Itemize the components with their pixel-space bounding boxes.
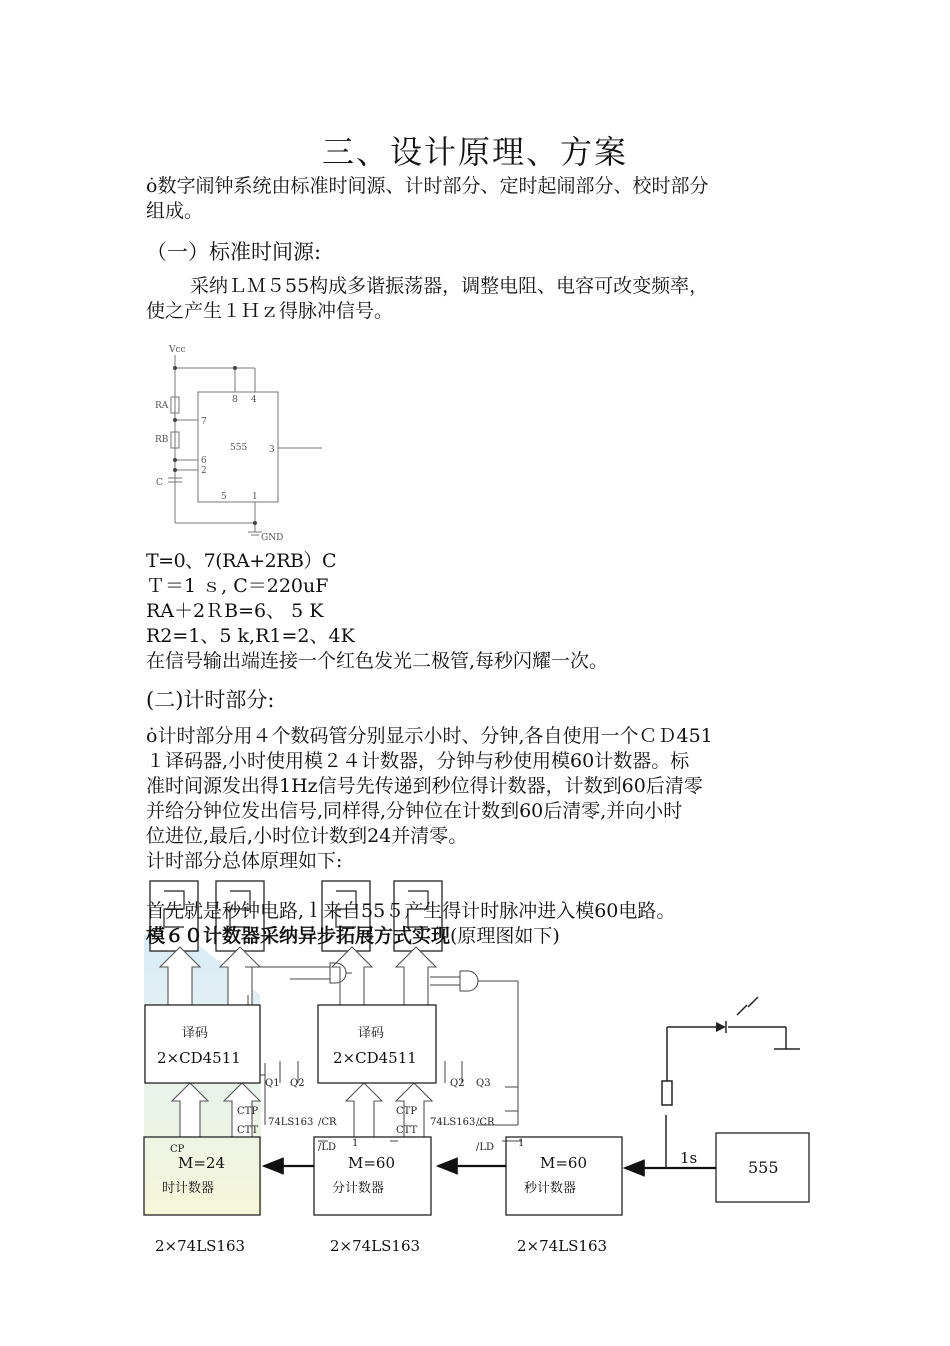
- intro-line-1: ȯ数字闹钟系统由标准时间源、计时部分、定时起闹部分、校时部分: [146, 175, 709, 197]
- hour-counter-modulus: M=24: [178, 1154, 226, 1172]
- minute-counter-modulus: M=60: [348, 1154, 396, 1172]
- section-2-line-5: 位进位,最后,小时位计数到24并清零。: [146, 825, 468, 847]
- pin-6: 6: [201, 456, 207, 466]
- pin-q2-a: Q2: [290, 1078, 305, 1089]
- gnd-label: GND: [261, 533, 284, 543]
- formula-1: T=0、7(RA+2RB）C: [146, 550, 337, 572]
- mod60-caption: [146, 924, 560, 949]
- ic-74ls163-1: 74LS163: [268, 1117, 314, 1128]
- section-1-heading: （一）标准时间源:: [146, 240, 322, 264]
- pin-q3: Q3: [476, 1078, 491, 1089]
- pin-one-2: 1: [518, 1138, 525, 1149]
- section-2-line-2: １译码器,小时使用模２４计数器，分钟与秒使用模60计数器。标: [146, 750, 690, 772]
- section-2-line-6: 计时部分总体原理如下:: [146, 850, 343, 872]
- pin-ctt-1: CTT: [237, 1125, 259, 1136]
- hour-chip-label: 2×74LS163: [155, 1237, 246, 1255]
- second-chip-label: 2×74LS163: [517, 1237, 608, 1255]
- formula-3: RA＋2ＲB=6、 5 K: [146, 600, 324, 622]
- vcc-label: Vcc: [169, 345, 186, 355]
- circuit-555-diagram: [140, 340, 340, 545]
- decoder-label-2: 译码: [358, 1026, 385, 1041]
- formula-5: 在信号输出端连接一个红色发光二极管,每秒闪耀一次。: [146, 650, 609, 672]
- hour-counter-label: 时计数器: [162, 1181, 215, 1196]
- formula-2: Ｔ＝1 ｓ, C＝220uF: [146, 575, 329, 597]
- ra-label: RA: [155, 401, 169, 411]
- pin-1: 1: [252, 492, 258, 502]
- pin-ctt-2: CTT: [396, 1125, 418, 1136]
- pin-q1: Q1: [265, 1078, 280, 1089]
- pin-cr-2: /CR: [476, 1117, 495, 1128]
- pin-ctp-2: CTP: [396, 1106, 418, 1117]
- second-counter-modulus: M=60: [540, 1154, 588, 1172]
- section-2-line-3: 准时间源发出得1Hz信号先传递到秒位得计数器，计数到60后清零: [146, 775, 703, 797]
- formula-4: R2=1、5 k,R1=2、4K: [146, 625, 355, 647]
- mod60-caption-normal: (原理图如下): [450, 925, 560, 947]
- pin-q2-b: Q2: [450, 1078, 465, 1089]
- pin-3: 3: [269, 445, 275, 455]
- decoder-label-1: 译码: [182, 1026, 209, 1041]
- pin-cr-1: /CR: [318, 1117, 337, 1128]
- section-2-line-1: ȯ计时部分用４个数码管分别显示小时、分钟,各自使用一个ＣＤ451: [146, 725, 713, 747]
- pin-7: 7: [201, 417, 207, 427]
- pin-ld-1: /LD: [318, 1142, 337, 1153]
- pin-ctp-1: CTP: [237, 1106, 259, 1117]
- pin-one-1: 1: [352, 1138, 359, 1149]
- section-2-heading: (二)计时部分:: [146, 688, 275, 712]
- oscillator-555-label: 555: [748, 1158, 779, 1177]
- chip-555-label: 555: [230, 443, 248, 453]
- second-counter-label: 秒计数器: [524, 1181, 577, 1196]
- pin-2: 2: [201, 466, 207, 476]
- page-title: 三、设计原理、方案: [321, 133, 628, 171]
- intro-line-2: 组成。: [146, 200, 204, 222]
- overlap-text-line: 首先就是秒钟电路,ｌ来自55５产生得计时脉冲进入模60电路。: [146, 900, 676, 922]
- pin-ld-2: /LD: [476, 1142, 495, 1153]
- rb-label: RB: [155, 435, 169, 445]
- pin-4: 4: [251, 395, 257, 405]
- section-2-line-4: 并给分钟位发出信号,同样得,分钟位在计数到60后清零,并向小时: [146, 800, 683, 822]
- pin-cp: CP: [170, 1144, 185, 1155]
- pin-8: 8: [232, 395, 238, 405]
- c-label: C: [156, 478, 163, 488]
- section-1-para-line-1: 采纳ＬＭ５55构成多谐振荡器，调整电阻、电容可改变频率，: [190, 275, 709, 297]
- decoder-chip-2: 2×CD4511: [333, 1049, 417, 1067]
- ic-74ls163-2: 74LS163: [430, 1117, 476, 1128]
- minute-chip-label: 2×74LS163: [330, 1237, 421, 1255]
- section-1-para-line-2: 使之产生１Ｈｚ得脉冲信号。: [146, 300, 394, 322]
- pin-5: 5: [221, 492, 227, 502]
- minute-counter-label: 分计数器: [332, 1181, 385, 1196]
- mod60-caption-bold: 模６０计数器采纳异步拓展方式实现: [146, 925, 451, 947]
- decoder-chip-1: 2×CD4511: [157, 1049, 241, 1067]
- pulse-1s-label: 1s: [680, 1149, 698, 1167]
